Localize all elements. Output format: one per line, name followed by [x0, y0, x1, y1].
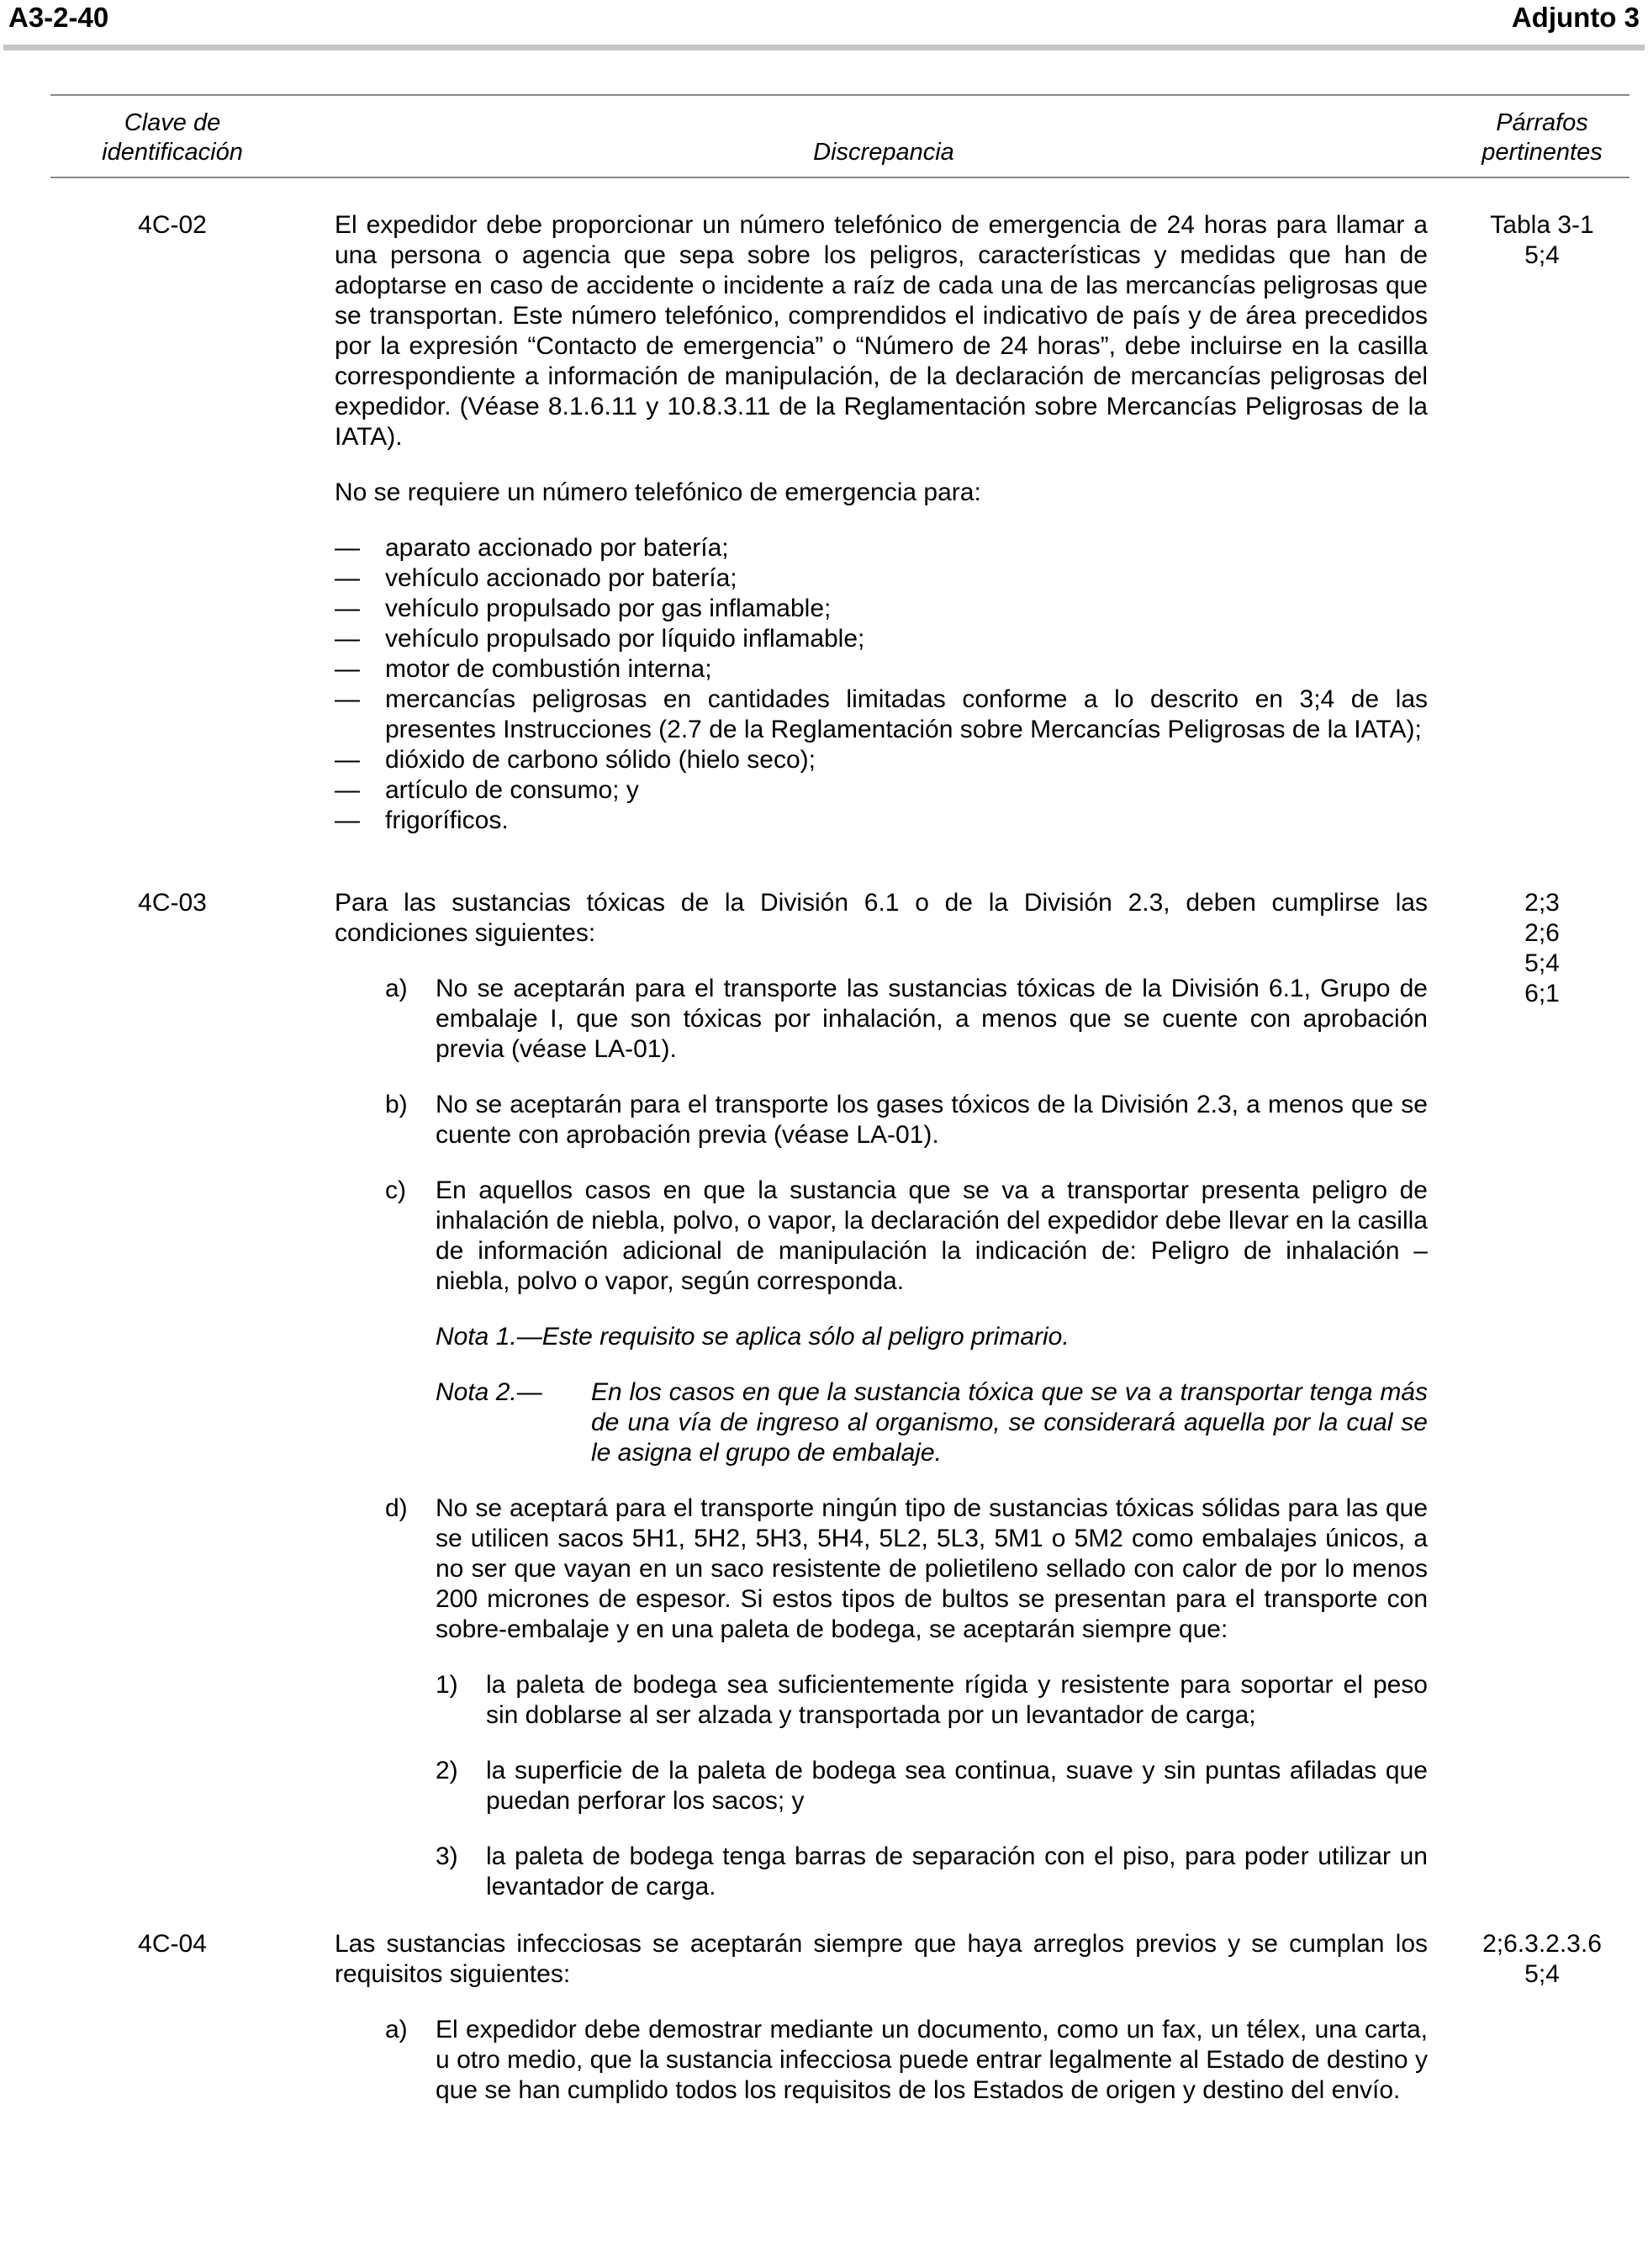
- row-id: 4C-03: [138, 889, 207, 917]
- header-id-column: Clave de identificación: [102, 109, 243, 166]
- attachment-label: Adjunto 3: [1511, 2, 1640, 33]
- list-item: — aparato accionado por batería;: [335, 534, 729, 562]
- list-item: — artículo de consumo; y: [335, 776, 639, 804]
- header-rule: [3, 45, 1645, 50]
- paragraph: Para las sustancias tóxicas de la División 6.1 o de la División 2.3, deben cumplirse las condiciones siguientes:: [335, 889, 1428, 947]
- row-text: [335, 210, 1428, 861]
- row-refs: 2;3 2;6 5;4 6;1: [1524, 889, 1560, 1007]
- header-text-column: Discrepancia: [813, 139, 954, 166]
- row-refs: 2;6.3.2.3.6 5;4: [1482, 1930, 1602, 1988]
- note: Nota 1.—Este requisito se aplica sólo al peligro primario.: [436, 1323, 1070, 1351]
- list-item: — motor de combustión interna;: [335, 655, 712, 683]
- list-item: — vehículo propulsado por gas inflamable;: [335, 595, 832, 622]
- discrepancy-table: [50, 94, 1630, 2106]
- list-item: 2) la superficie de la paleta de bodega sea continua, suave y sin puntas afiladas que puedan perforar los sacos; y: [436, 1757, 1428, 1815]
- list-item: 1) la paleta de bodega sea suficientemente rígida y resistente para soportar el peso sin doblarse al ser alzada y transportada por un levantador de carga;: [436, 1671, 1428, 1729]
- note: Nota 2.— En los casos en que la sustancia tóxica que se va a transportar tenga más de una vía de ingreso al organismo, se considerará aquella por la cual se le asigna el grupo de embalaje.: [436, 1378, 1428, 1467]
- table-row: [50, 888, 1630, 1902]
- row-text: [335, 1929, 1428, 2106]
- list-item: d) No se aceptará para el transporte ningún tipo de sustancias tóxicas sólidas para las que se utilicen sacos 5H1, 5H2, 5H3, 5H4, 5L2, 5L3, 5M1 o 5M2 como embalajes únicos, a no ser que vayan en un saco resistente de polietileno sellado con calor de por lo menos 200 micrones de espesor. Si estos tipos de bultos se presentan para el transporte con sobre-embalaje y en una paleta de bodega, se aceptarán siempre que:: [385, 1494, 1428, 1643]
- header-ref-column: Párrafos pertinentes: [1482, 109, 1603, 166]
- table-header: [50, 94, 1630, 178]
- paragraph: No se requiere un número telefónico de emergencia para:: [335, 478, 981, 506]
- list-item: c) En aquellos casos en que la sustancia que se va a transportar presenta peligro de inhalación de niebla, polvo, o vapor, la declaración del expedidor debe llevar en la casilla de información adicional de manipulación la indicación de: Peligro de inhalación – niebla, polvo o vapor, según corresponda.: [385, 1176, 1428, 1295]
- row-id: 4C-04: [138, 1930, 207, 1958]
- paragraph: Las sustancias infecciosas se aceptarán siempre que haya arreglos previos y se cumplan los requisitos siguientes:: [335, 1930, 1428, 1988]
- row-refs: Tabla 3-1 5;4: [1490, 211, 1594, 269]
- list-item: — mercancías peligrosas en cantidades limitadas conforme a lo descrito en 3;4 de las presentes Instrucciones (2.7 de la Reglamentación sobre Mercancías Peligrosas de la IATA);: [335, 685, 1428, 743]
- list-item: a) No se aceptarán para el transporte las sustancias tóxicas de la División 6.1, Grupo de embalaje I, que son tóxicas por inhalación, a menos que se cuente con aprobación previa (véase LA-01).: [385, 975, 1428, 1063]
- row-text: [335, 888, 1428, 1902]
- paragraph: El expedidor debe proporcionar un número telefónico de emergencia de 24 horas para llamar a una persona o agencia que sepa sobre los peligros, características y medidas que han de adoptarse en caso de accidente o incidente a raíz de cada una de las mercancías peligrosas que se transportan. Este número telefónico, comprendidos el indicativo de país y de área precedidos por la expresión “Contacto de emergencia” o “Número de 24 horas”, debe incluirse en la casilla correspondiente a información de manipulación, de la declaración de mercancías peligrosas del expedidor. (Véase 8.1.6.11 y 10.8.3.11 de la Reglamentación sobre Mercancías Peligrosas de la IATA).: [335, 211, 1428, 451]
- list-item: — vehículo propulsado por líquido inflamable;: [335, 625, 865, 653]
- row-id: 4C-02: [138, 211, 207, 239]
- list-item: — frigoríficos.: [335, 806, 509, 834]
- list-item: — vehículo accionado por batería;: [335, 564, 737, 592]
- list-item: 3) la paleta de bodega tenga barras de separación con el piso, para poder utilizar un levantador de carga.: [436, 1842, 1428, 1901]
- dash-list: [335, 533, 1428, 836]
- list-item: b) No se aceptarán para el transporte los gases tóxicos de la División 2.3, a menos que se cuente con aprobación previa (véase LA-01).: [385, 1091, 1428, 1149]
- table-row: [50, 1929, 1630, 2106]
- page-number: A3-2-40: [8, 2, 109, 33]
- table-row: [50, 210, 1630, 861]
- list-item: a) El expedidor debe demostrar mediante un documento, como un fax, un télex, una carta, u otro medio, que la sustancia infecciosa puede entrar legalmente al Estado de destino y que se han cumplido todos los requisitos de los Estados de origen y destino del envío.: [385, 2016, 1428, 2104]
- list-item: — dióxido de carbono sólido (hielo seco);: [335, 746, 816, 774]
- page-header: [0, 0, 1648, 49]
